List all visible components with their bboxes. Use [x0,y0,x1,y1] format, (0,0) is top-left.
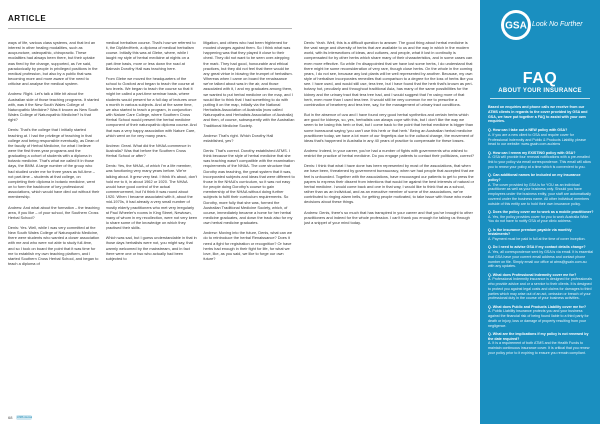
faq-answer: A. Professional Indemnity insurance is designed for professionals who provide advice and or a service to their clients. It is designed to protect you against legal costs and claims for damages to third parties which may arise out of an act, omission or breach of your professional duty in the course of your business activities. [488,277,592,301]
faq-answer: A. Yes, all correspondence sent by GSA is via email. It is essential that GSA have your current email address and contact phone number on file. Simply email our office at atms@gsain.com.au with any updates. [488,250,594,269]
faq-question: Q. Do I need to advise GSA if my contact details change? [488,245,586,250]
section-label: ARTICLE [8,14,47,23]
article-paragraph: Which was sad, but I guess understandable in that in those days herbalists were not, you might say, that warmly welcomed by the mainstream, and in fact there were one or two who actually had been subjected to [105,235,197,261]
faq-answer: A. GSA will provide four renewal notifications with a pre-emailed link to your policy via email correspondence. This email will allow you to renew your policy at a time which is convenient to you. [488,155,591,169]
sidebar-divider [490,98,590,99]
faq-question: Q. What does Professional Indemnity cover me for? [488,272,577,277]
faq-item [488,128,594,147]
faq-question: Q. What are the implications if my policy is not renewed by the date required? [488,331,589,341]
article-paragraph: Denis: Yes. Well, while I was very committed at the New South Wales College of Naturopathic Medicine, there were students who wanted a closer association with me and who were not able to study full-time, and so I took on board the point that it was time for me to establish my own teaching platform, and I started Southern Cross Herbal School, and began to teach a diploma of [8,225,100,267]
article-paragraph: medical herbalism course. That's how we referred to it, the DipMedHerb, a diploma of medical herbalism course. Initially this was at Glebe, where, while I taught my style of herbal medicine at nights on a part-time basis, more or less down the road at Balmain Dorothy Hall was teaching here. [105,40,196,71]
article-column-4 [304,40,474,412]
faq-answer: A. It is a requirement of both ATMS and the Health Funds to maintain continuous insurance cover. It is critical that you renew your policy prior to it expiring to ensure you remain compliant. [488,341,590,355]
brand-header [480,5,600,45]
logo-text: GSA [505,20,527,32]
article-paragraph: Andrew: Moving into the future, Denis, what can we do to reintroduce the herbal Renaissance? Does it need a fight for registration or recognition? Or have herbs had enough in their fight for life, for what we love, like, as you said, we like to forge our own future? [203,230,293,262]
article-paragraph: Denis: I think that what I have done has been represented by most of the associations, that when we have been, threatened by government bureaucracy, when we had people that accepted that we feel is unfounded. Together with the associations, have encouraged our patients to get to press the papers to express their dissent from intentions that would be against the best interests of natural or herbal medicine. I would come back and one in that way, I would like to think that as a school, rather than as an individual, and as an executive member of some of the associations, we've contributed to ringing alarm bells, for getting people motivated, to take issue with those who make decisions about these things. [304,163,474,205]
article-paragraph: Denis: Yes, the NHAA, of which I'm a life member, was functioning very many years before. We're talking about. It grew very fast. I think it's about, don't hold me to it, in about 1962 or 1920. The NHAA would have good control of the actual commencement, but I'd think it was round about 1920. When I became associated with it, about the mid-1970s, it had already a very small number of mostly elderly practitioners who met very irregularly at Paul Wheeler's rooms in King Street, Newtown, many of whom in my recollection, were not very keen to share some of the knowledge on which they practised their skills. [105,163,198,231]
brand-tagline: Look No Further [532,21,583,28]
page-footer [8,415,32,420]
faq-answer: A. Payment must be paid in full at the time of cover inception. [488,237,586,241]
faq-answer: A. Public Liability insurance protects you and your business against the financial risk of being found liable to a third party for death or injury, loss or damage of property resulting from your negligence. [488,309,589,328]
section-divider [8,28,292,29]
footer-tag: ATMS Journal [16,416,32,419]
faq-question: Q. What does Public and Products Liability cover me for? [488,304,587,309]
article-column-3 [203,40,295,408]
faq-item [488,210,594,224]
faq-answer: A. The cover provided by GSA is for YOU as an individual practitioner as well as your business only. Should you have employees under the business entity, your staff are automatically covered under the business name. All other individual members outside of this entity are to hold their own insurance policy. [488,182,591,206]
faq-intro: Based on enquiries and phone calls we receive from our ATMS clients in regards to the cover provided by GSA and GSA, we have put together a FAQ to assist with your own enquiries. [488,105,588,124]
faq-item [488,332,594,356]
article-paragraph: Andrew: Denis, there's so much that has transpired in your career and that you've brought to other practitioners and indeed for the whole profession. I can't thank you enough for talking us through just a snippet of your mind today. [304,209,473,225]
article-column-2 [106,40,198,408]
interview-continuation [304,40,474,412]
faq-answer: A. Yes, the policy provides cover for you to work Australia Wide. You do not have to notify GSA of your clinic address. [488,214,590,224]
article-column-1 [8,40,100,408]
faq-title: FAQ [522,70,558,87]
article-paragraph: Andrew: Great. What did the NHAA commence in Australia? Was that before the Southern Cross Herbal School or after? [105,142,191,159]
article-paragraph: But in the absence of uva and I have found very good herbal synthetics and certain herbs which are good for kidneys, so, yes, herbalists can always cope with this, but I don't like the way we seem to be losing this herb or that, but I come back to the point that herbal medicine is bigger than some bureaucrat saying 'you can't use this herb or that herb.' Being an Australian herbal medicine practitioner today, we have a lot more of our fingertips due to the cultural change, the movement of ideas that's happened in Australia in any 40 years of practice to compensate for these losses. [304,112,474,143]
faq-question: Q. How can I take out a NEW policy with GSA? [488,128,568,132]
faq-sidebar [480,0,600,424]
faq-item [488,305,594,329]
faq-item [488,173,594,206]
article-paragraph: From Glebe we moved the headquarters of the school to Gosford and began to teach the course at two levels. We began to teach the course so that it might be called a part-time seminar basis, where students would present for a full day of lectures once a month in various subjects. And at the same time, we also started to teach a program, in conjunction with Nature Care College, where Southern Cross Herbal School would present the herbal medicine component of their naturopathic diploma course. And that was a very happy association with Nature Care, which went on for very many years. [105,75,197,138]
faq-question: Q. Can additional names be included on my insurance policy? [488,173,581,182]
right-page [300,0,600,424]
faq-item [488,151,594,170]
faq-answer: A. If you are a new client to GSA and require cover for Professional Indemnity and Public & Products Liability, please head to our website: www.gsain.com.au/atms [488,132,587,147]
article-paragraph: Andrew: That's right. Which Dorothy Hall established, yes? [203,132,274,143]
article-paragraph: Denis: That's correct. Dorothy established ATMS. I think because the style of herbal medicine that she was teaching wasn't compatible with the examination requirements of the NHAA. The core structure that Dorothy was teaching, the great system that it was, incorporated subjects and ideas that were different to those in the NHAA's curriculum, so it was not easy for people doing Dorothy's course to gain membership of the NHAA without doing further subjects to fulfil their curriculum requirements. So Dorothy, more fully that she was, formed the Australian Traditional Medicine Society, which, of course, immediately became a home for her herbal medicine graduates, and down the track also for my own herbal medicine graduates. [203,147,295,226]
faq-item [488,273,594,302]
faq-item [488,228,594,242]
article-paragraph: Denis: Yeah. Well, this is a difficult question to answer. The good thing about herbal medicine is the vast range and diversity of herbs that are available to us and the way in which in the modern world, with its intersections of ideas, and cultures, and people, what it lost in continuity is compensated for by other herbs which share many of their characteristics, and in some cases can even more effective. So while I'm disappointed that we have lost some herbs, I do understand that there might be some reconsideration of very rare, though close herbs. On the whole in the coming years, I do not see, because any lost plants will be well represented by another. Because, my own style of herbalism incorporates remedies that comparison to a degree for the loss of herbs like you see. I have used, and would still use, tera tree, but I have found that the herb that's known as peri-botany hot, peculiarly and throughout traditional Asia, has many of the same possibilities for the kidney and the urinary tract that tera tree had, and I would suggest that I'm using more of that herb, even more than I used tera tree. It would still be very common for me to prescribe a combination of bearberry and tera tree, say, for the management of urinary tract conditions. [304,40,473,107]
article-paragraph: litigation, and others who had been frightened for mooted charges against them. So I think what was happening was that they played it close to their chest. They did not want to be seen over-stepping the mark. They had good, honourable and ethical practices, but they did not feel that there would be any great virtue in blowing the trumpet of herbalism. Whereas when I came on board the renaissance we've talked about was in the air, and those associated with it, I and my graduates among them, we wanted to put herbal medicine on the map, and I would like to think that I had something to do with putting it on the map, initially via the National Herbalists Association of Australia (now called Naturopaths and Herbalists Association of Australia) and then, of course, subsequently with the Australian Traditional Medicine Society. [203,40,295,128]
article-paragraph: Andrew: Right. Let's talk a little bit about the Australian side of those teaching programs. It started with, was it the New South Wales College of Naturopathic Medicine? Was it known as New South Wales College of Naturopathic Medicine? Is that right? [8,91,100,123]
faq-question: Q. Does the policy cover me to work as a mobile practitioner? [488,209,594,214]
faq-item [488,245,594,269]
article-paragraph: Denis: That's the college that I initially started teaching at. I had the privilege of teaching in that college and being responsible eventually, as Dean of the faculty of Herbal Medicine, for what I believe were the first three-year programs and the graduating a cohort of students with a diploma in botanic medicine. That's what we called it in those days, the BMM. A large number of the group who had studied under me for three years as full-time – not part-time – students at that college, on completing their diploma in botanic medicine, went on to form the backbone of key professional associations, which would have died out without their membership. [8,127,100,200]
article-columns [8,40,295,408]
article-paragraph: Andrew: Indeed, in your career, you've had a number of fights with governments who wished to restrict the practice of herbal medicine. Do you engage patients to contact their politicians, correct? [304,147,474,159]
page-number: 68 [8,415,13,420]
article-paragraph: Andrew: And what about the formation – the teaching area, if you like – of your school, the Southern Cross Herbal School? [8,204,100,220]
faq-list [488,105,594,417]
article-paragraph: ways of life, various class systems, and that led an interest in other healing modalities, such as acupuncture, osteopathic, chiropractic. These modalities had always been there, but their uptake was fired by the change, supported, as I've said, paradoxically by people in privileged positions in the medical profession, but also by a public that was becoming more and more aware of the need to criticise and analyse the medical system. [8,40,98,87]
faq-subtitle: ABOUT YOUR INSURANCE [498,88,582,94]
faq-question: Q. How can I renew my EXISTING policy with GSA? [488,150,576,155]
faq-question: Q. Is the insurance premium payable via monthly instalments? [488,227,572,237]
